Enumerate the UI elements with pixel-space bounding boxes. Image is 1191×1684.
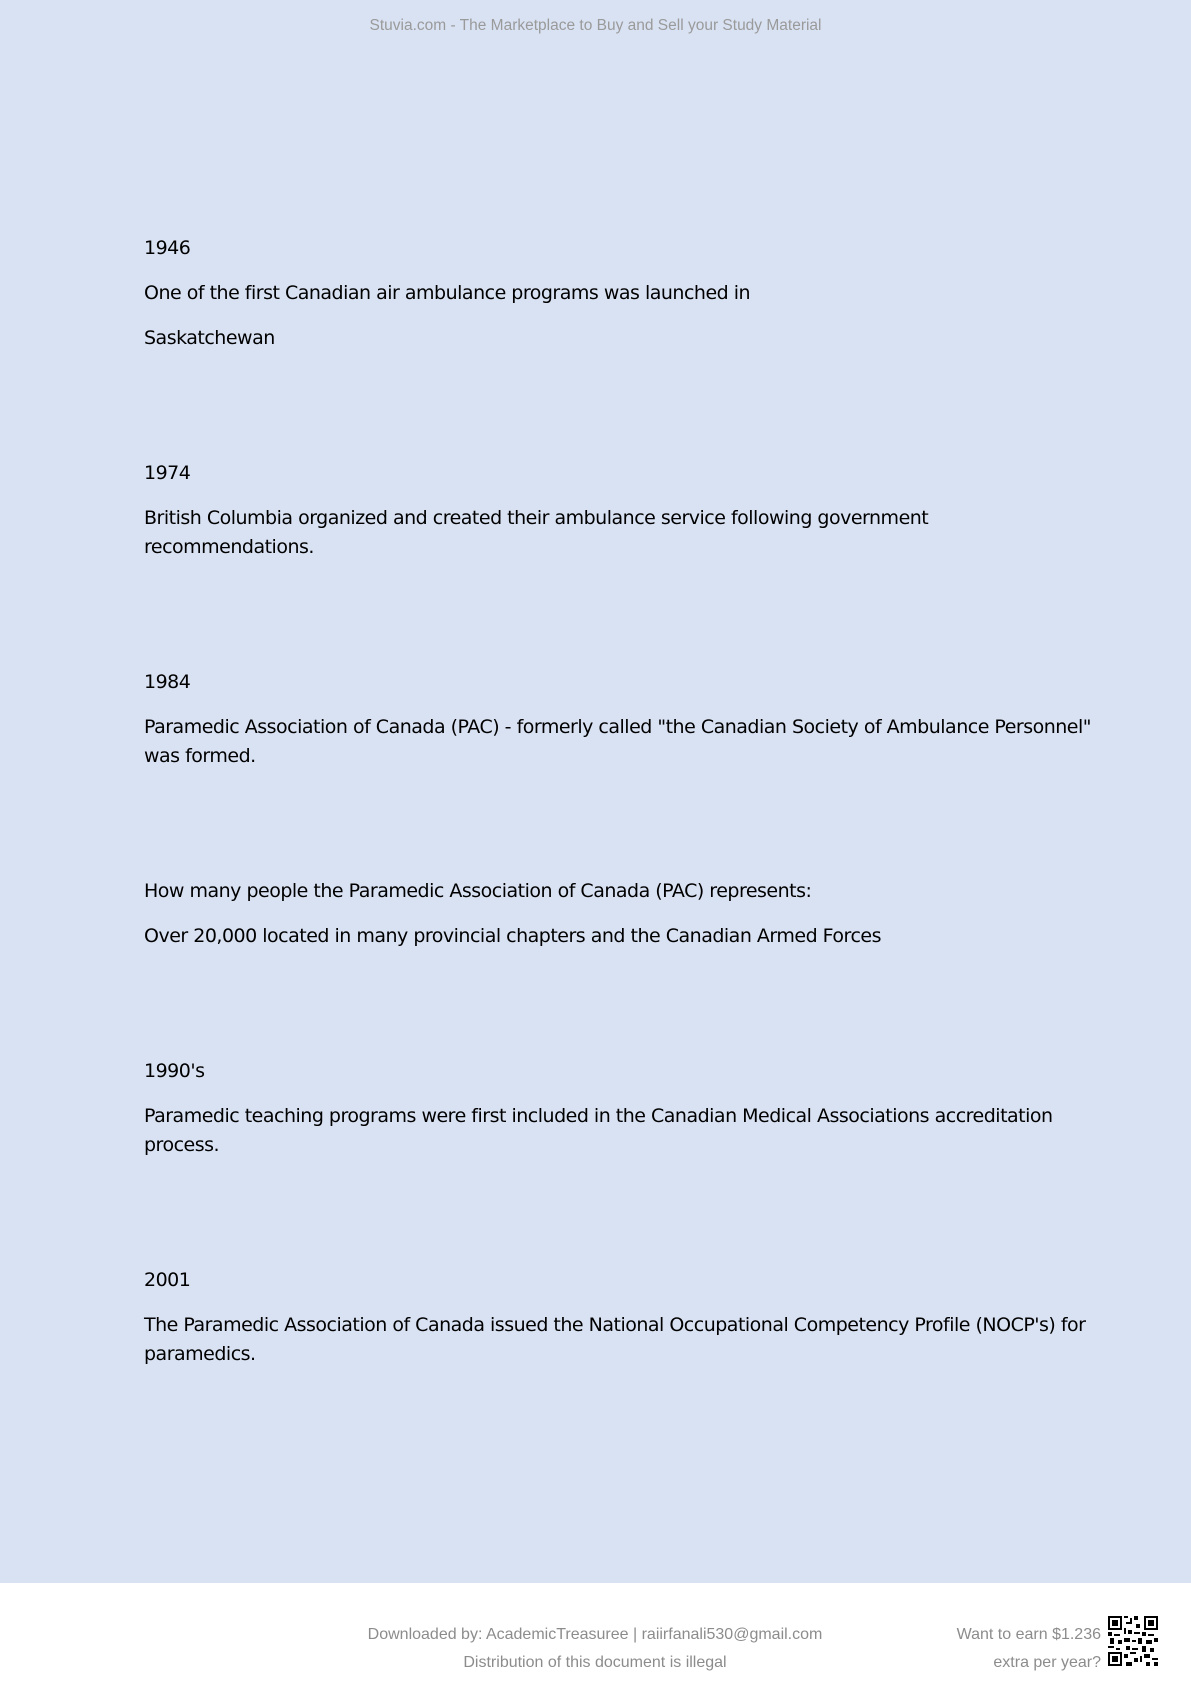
entry-text: Over 20,000 located in many provincial chapters and the Canadian Armed Forces (144, 925, 881, 947)
entry-text: process. (144, 1134, 220, 1156)
earn-promo-line2[interactable]: extra per year? (993, 1654, 1101, 1671)
entry-heading: 1984 (144, 671, 191, 693)
entry-2001 (144, 1266, 1094, 1369)
entry-text: recommendations. (144, 536, 314, 558)
entry-heading: 2001 (144, 1269, 191, 1291)
qr-code-icon[interactable] (1108, 1616, 1158, 1666)
entry-text: The Paramedic Association of Canada issued the National Occupational Competency Profile (NOCP's) for (144, 1314, 1086, 1336)
entry-1990s (144, 1057, 1094, 1160)
entry-1946 (144, 234, 1094, 353)
entry-text: British Columbia organized and created their ambulance service following government (144, 507, 929, 529)
entry-text: Saskatchewan (144, 327, 275, 349)
entry-text: One of the first Canadian air ambulance programs was launched in (144, 282, 751, 304)
header-watermark: Stuvia.com - The Marketplace to Buy and Sell your Study Material (369, 17, 822, 34)
distribution-notice: Distribution of this document is illegal (463, 1654, 727, 1671)
entry-text: paramedics. (144, 1343, 256, 1365)
entry-1974 (144, 459, 1094, 562)
entry-text: Paramedic Association of Canada (PAC) - formerly called "the Canadian Society of Ambulance Personnel" (144, 716, 1092, 738)
footer-bar (0, 1583, 1191, 1684)
entry-heading: 1946 (144, 237, 191, 259)
entry-text: Paramedic teaching programs were first included in the Canadian Medical Associations accreditation (144, 1105, 1053, 1127)
entry-heading: 1974 (144, 462, 191, 484)
entry-heading: How many people the Paramedic Association of Canada (PAC) represents: (144, 880, 812, 902)
downloaded-by-text: Downloaded by: AcademicTreasuree | raiirfanali530@gmail.com (367, 1626, 823, 1643)
entry-pac-representation (144, 877, 1094, 951)
entry-text: was formed. (144, 745, 256, 767)
entry-1984 (144, 668, 1094, 771)
entry-heading: 1990's (144, 1060, 205, 1082)
earn-promo-line1[interactable]: Want to earn $1.236 (956, 1626, 1101, 1643)
